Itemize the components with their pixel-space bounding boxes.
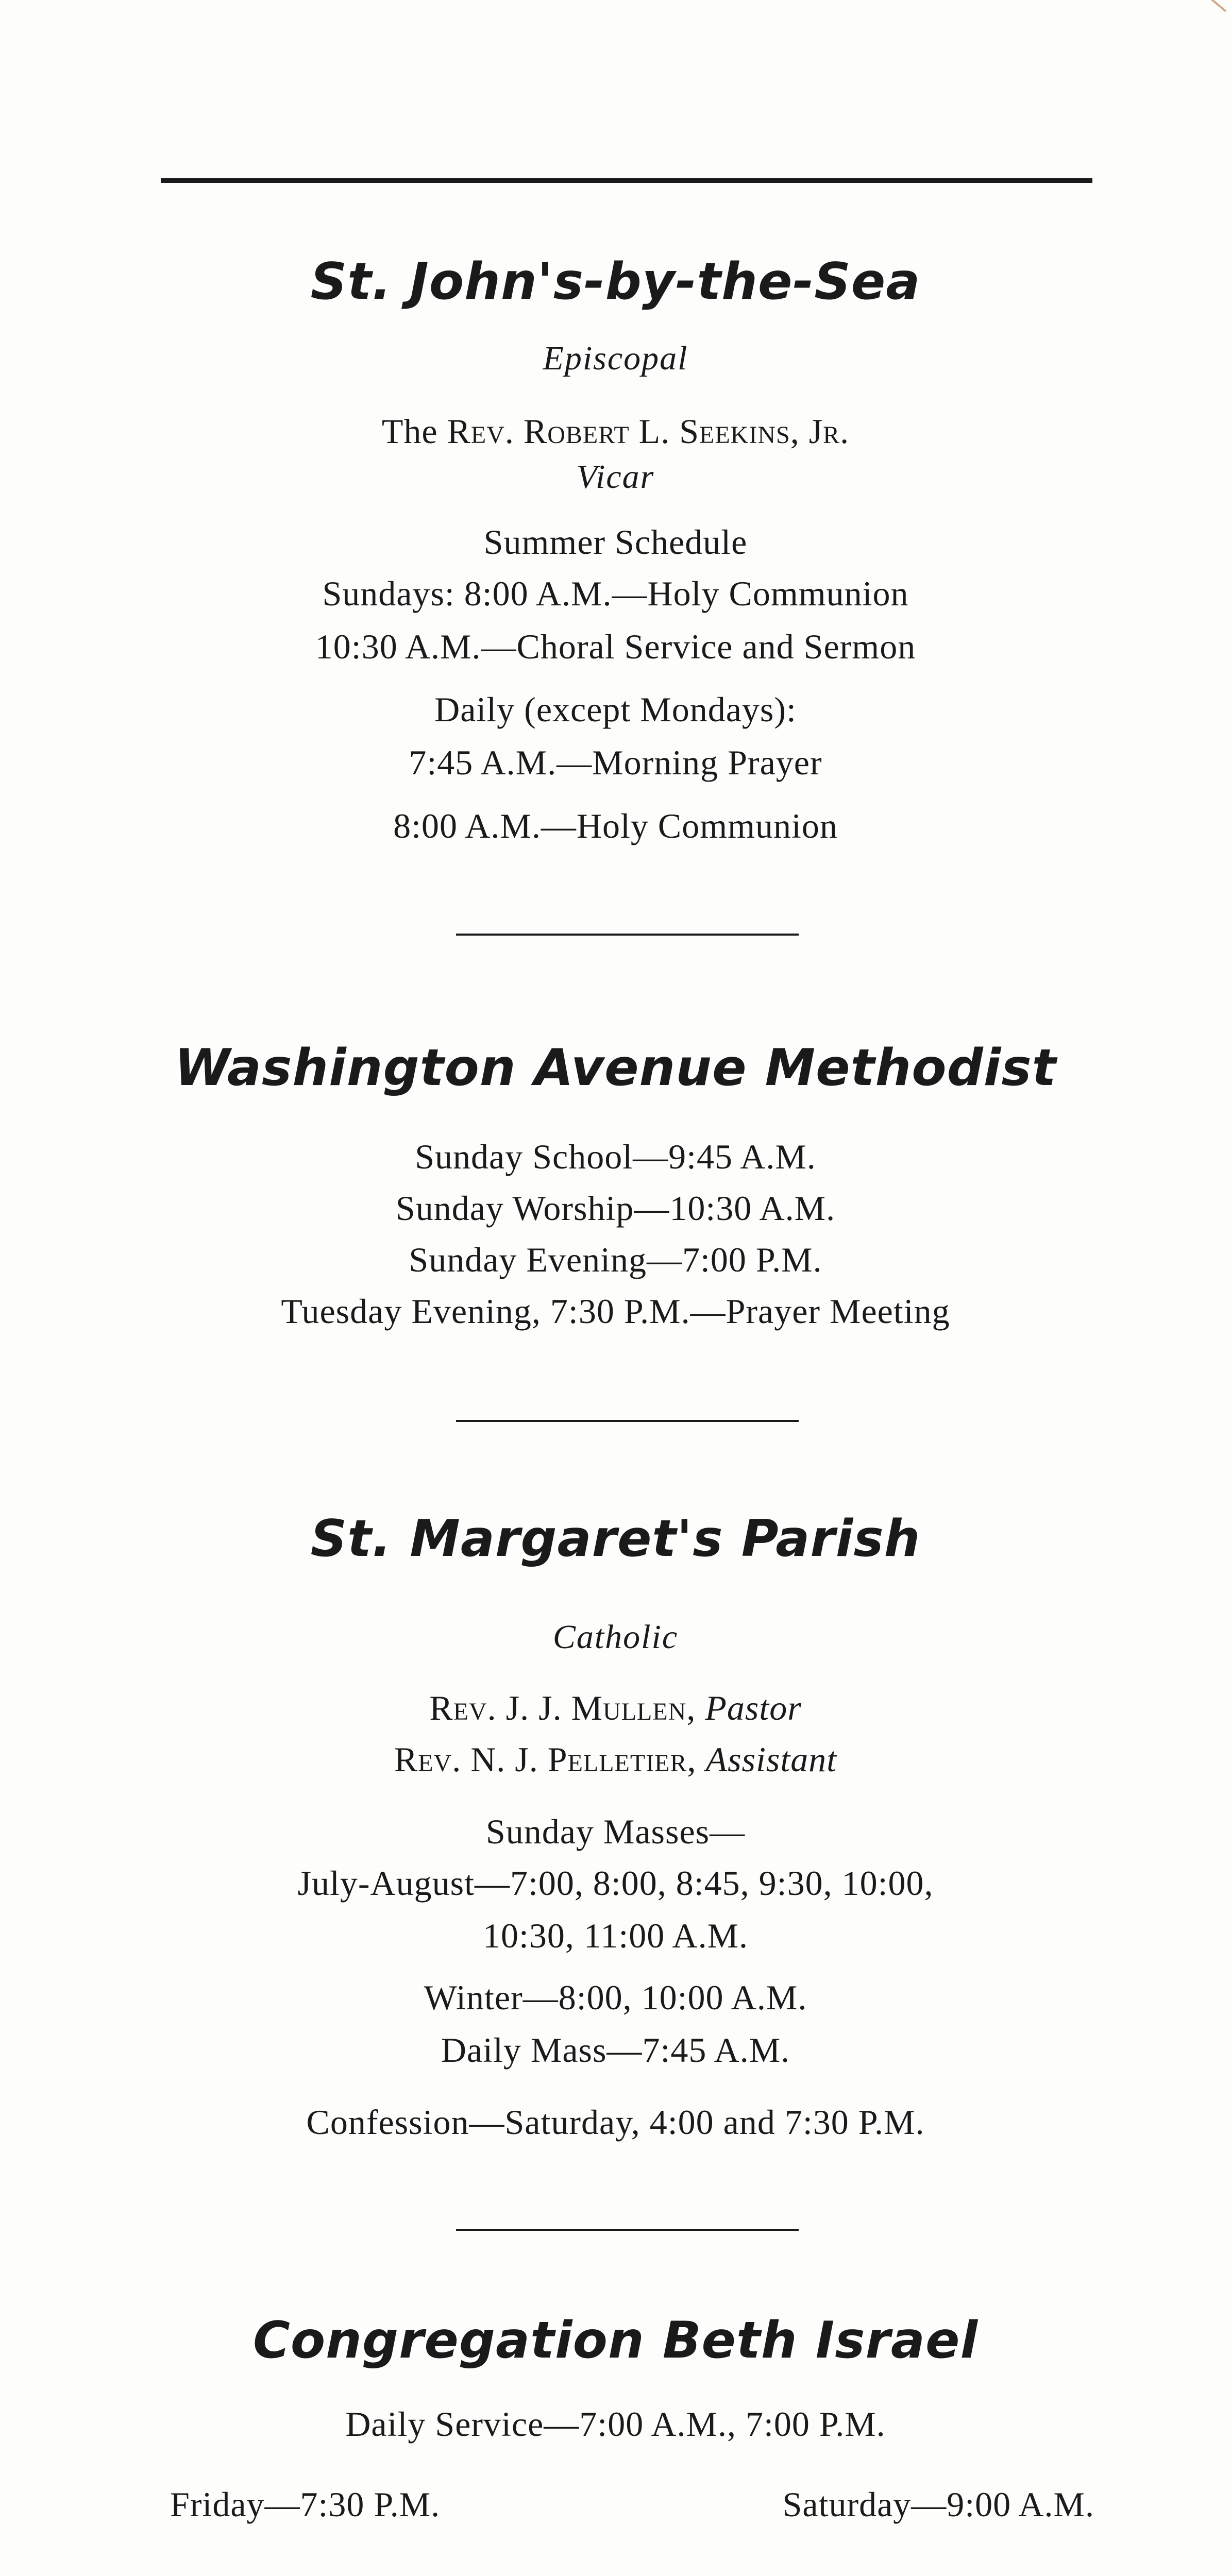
divider <box>456 934 799 936</box>
pastor-title: Rev. J. J. <box>429 1688 571 1727</box>
schedule-line: Sunday Masses— <box>485 1812 746 1851</box>
corner-mark <box>1182 0 1226 12</box>
schedule-line: July-August—7:00, 8:00, 8:45, 9:30, 10:00, <box>297 1863 934 1903</box>
schedule-line: Tuesday Evening, 7:30 P.M.—Prayer Meeting <box>281 1292 950 1331</box>
saturday-service: Saturday—9:00 A.M. <box>782 2485 1094 2524</box>
schedule-line: Daily (except Mondays): <box>434 690 797 729</box>
denomination-catholic: Catholic <box>552 1618 679 1656</box>
schedule-line: 8:00 A.M.—Holy Communion <box>393 806 838 845</box>
schedule-line: Sundays: 8:00 A.M.—Holy Communion <box>322 574 909 613</box>
assistant-line <box>0 1739 1231 1780</box>
schedule-heading: Summer Schedule <box>483 522 748 562</box>
schedule-line: 10:30 A.M.—Choral Service and Sermon <box>315 627 916 666</box>
church-name-washington-avenue: Washington Avenue Methodist <box>174 1039 1057 1097</box>
clergy-title: Rev. <box>447 412 524 451</box>
schedule-line: Sunday Evening—7:00 P.M. <box>409 1240 822 1279</box>
divider <box>456 2229 799 2231</box>
schedule-line: 10:30, 11:00 A.M. <box>482 1916 749 1955</box>
clergy-prefix: The <box>381 412 447 451</box>
denomination-episcopal: Episcopal <box>543 340 688 377</box>
schedule-line: Confession—Saturday, 4:00 and 7:30 P.M. <box>306 2103 925 2142</box>
assistant-role: Assistant <box>705 1740 837 1779</box>
clergy-name: Robert L. Seekins, Jr. <box>523 412 850 451</box>
top-rule <box>161 178 1092 183</box>
schedule-line: 7:45 A.M.—Morning Prayer <box>409 743 822 782</box>
schedule-line: Winter—8:00, 10:00 A.M. <box>424 1978 807 2017</box>
church-name-st-johns: St. John's-by-the-Sea <box>310 252 921 311</box>
pastor-role: Pastor <box>705 1688 802 1727</box>
schedule-line: Sunday Worship—10:30 A.M. <box>395 1189 836 1228</box>
divider <box>456 1420 799 1422</box>
church-name-beth-israel: Congregation Beth Israel <box>252 2311 979 2370</box>
schedule-line: Daily Mass—7:45 A.M. <box>441 2030 790 2070</box>
friday-service: Friday—7:30 P.M. <box>170 2485 441 2524</box>
pastor-name: Mullen, <box>571 1688 705 1727</box>
clergy-role: Vicar <box>576 458 655 496</box>
church-name-st-margarets: St. Margaret's Parish <box>310 1510 921 1568</box>
pastor-line <box>0 1688 1231 1728</box>
schedule-line: Daily Service—7:00 A.M., 7:00 P.M. <box>345 2404 886 2444</box>
assistant-name: Pelletier, <box>547 1740 706 1779</box>
clergy-line <box>0 411 1231 452</box>
assistant-title: Rev. N. J. <box>394 1740 548 1779</box>
schedule-line: Sunday School—9:45 A.M. <box>415 1137 816 1176</box>
